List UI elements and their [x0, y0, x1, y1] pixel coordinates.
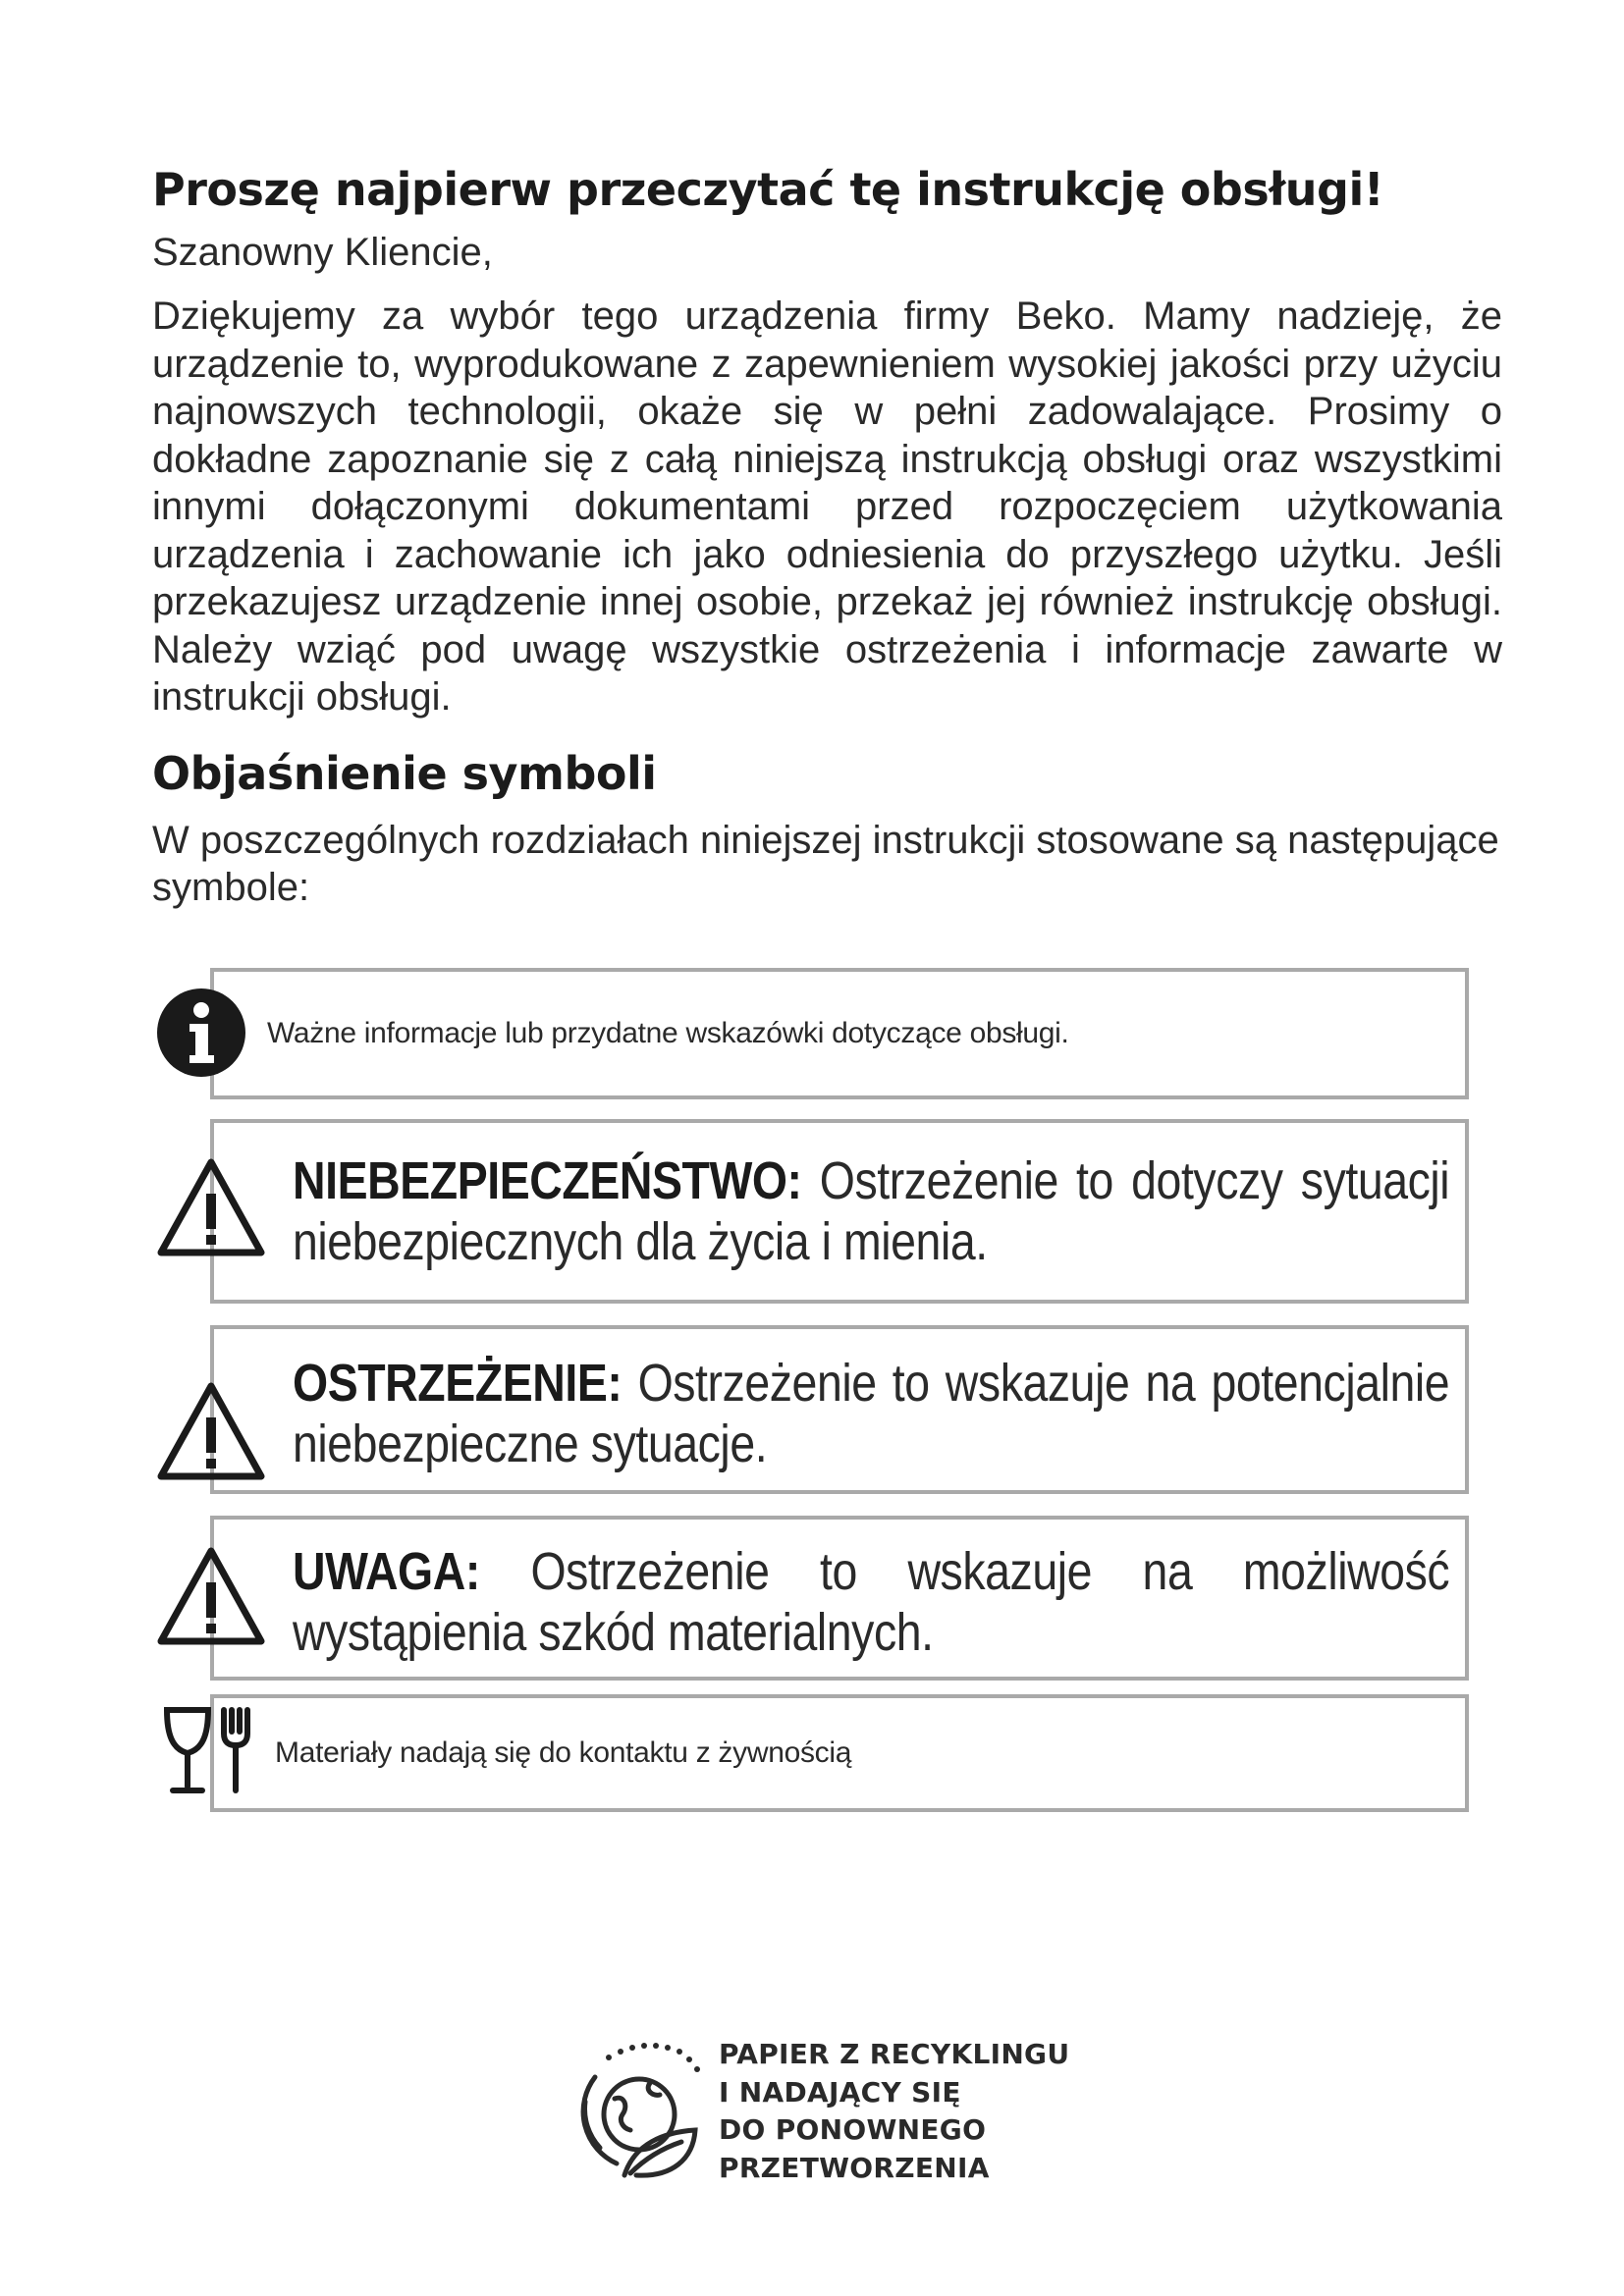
recycling-line: PRZETWORZENIA [719, 2151, 990, 2184]
caution-label: UWAGA: [293, 1542, 480, 1601]
warning-box [210, 1325, 1469, 1494]
symbols-intro: W poszczególnych rozdziałach niniejszej instrukcji stosowane są następujące symbole: [152, 819, 1499, 909]
symbols-heading: Objaśnienie symboli [152, 747, 657, 800]
danger-label: NIEBEZPIECZEŃSTWO: [293, 1151, 802, 1210]
caution-description: Ostrzeżenie to wskazuje na możliwość wystąpienia szkód materialnych. [293, 1542, 1450, 1662]
info-text: Ważne informacje lub przydatne wskazówki dotyczące obsługi. [267, 1017, 1069, 1049]
glass-fork-icon [163, 1706, 259, 1796]
danger-text [293, 1150, 1449, 1272]
warning-label: OSTRZEŻENIE: [293, 1354, 623, 1413]
food-contact-box [210, 1694, 1469, 1812]
info-box [210, 968, 1469, 1099]
danger-description: Ostrzeżenie to dotyczy sytuacji niebezpiecznych dla życia i mienia. [293, 1151, 1450, 1271]
recycling-line: PAPIER Z RECYKLINGU [719, 2038, 1070, 2070]
info-icon [155, 987, 247, 1079]
recycled-globe-leaf-icon [566, 2038, 713, 2185]
intro-paragraph: Dziękujemy za wybór tego urządzenia firmy Beko. Mamy nadzieję, że urządzenie to, wyprodukowane z zapewnieniem wysokiej jakości przy użyciu najnowszych technologii, okaże się w pełni zadowalające. Prosimy o dokładne zapoznanie się z całą niniejszą instrukcją obsługi oraz wszystkimi innymi dołączonymi dokumentami przed rozpoczęciem użytkowania urządzenia i zachowanie ich jako odniesienia do przyszłego użytku. Jeśli przekazujesz urządzenie innej osobie, przekaż jej również instrukcję obsługi. Należy wziąć pod uwagę wszystkie ostrzeżenia i informacje zawarte w instrukcji obsługi. [152, 294, 1502, 719]
recycling-line: DO PONOWNEGO [719, 2113, 987, 2146]
caution-box [210, 1516, 1469, 1681]
warning-triangle-icon [155, 1156, 267, 1258]
warning-triangle-icon [155, 1380, 267, 1482]
recycling-line: I NADAJĄCY SIĘ [719, 2075, 961, 2109]
food-contact-text: Materiały nadają się do kontaktu z żywnością [275, 1736, 852, 1769]
greeting: Szanowny Kliencie, [152, 231, 493, 274]
page-title: Proszę najpierw przeczytać tę instrukcję obsługi! [152, 163, 1384, 216]
warning-description: Ostrzeżenie to wskazuje na potencjalnie niebezpieczne sytuacje. [293, 1354, 1450, 1473]
caution-text [293, 1541, 1449, 1663]
warning-text [293, 1353, 1449, 1474]
danger-box [210, 1119, 1469, 1304]
warning-triangle-icon [155, 1545, 267, 1647]
recycling-label [719, 2036, 1069, 2187]
